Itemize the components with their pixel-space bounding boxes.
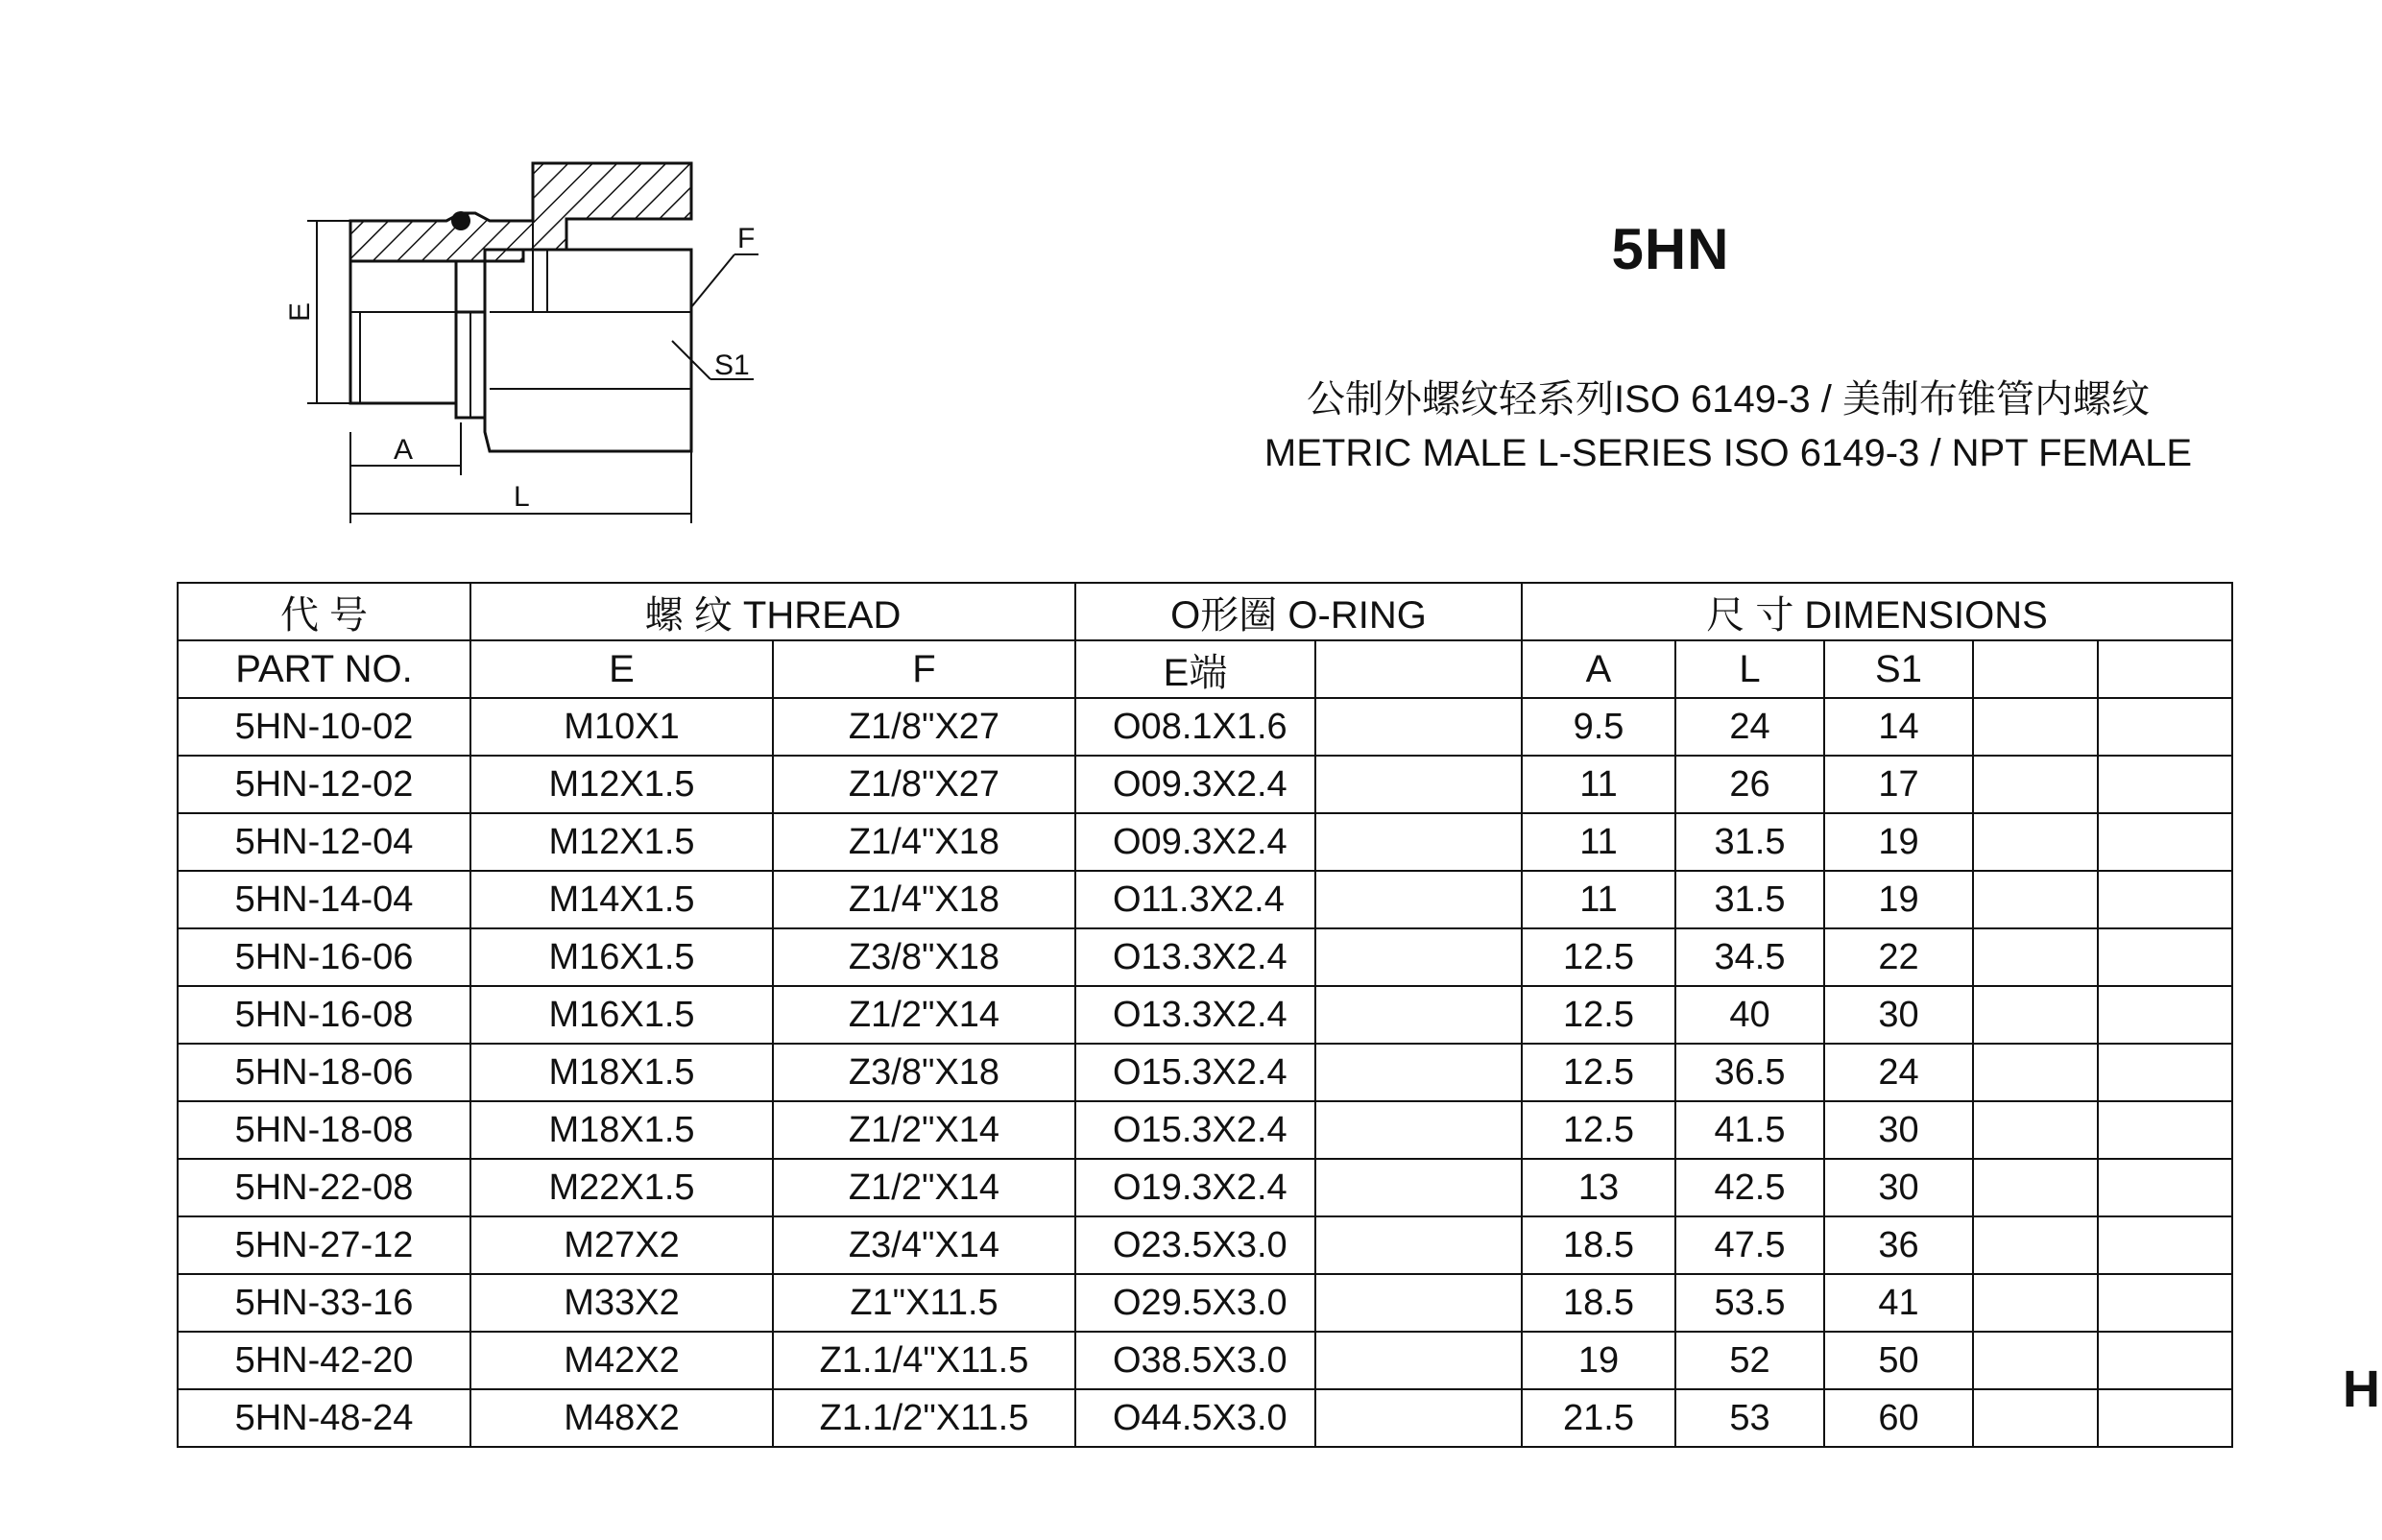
cell-s1: 24	[1824, 1044, 1973, 1101]
cell-s1: 17	[1824, 756, 1973, 813]
header-s1: S1	[1824, 640, 1973, 698]
cell-e: M22X1.5	[470, 1159, 773, 1216]
cell-oring: O44.5X3.0	[1075, 1389, 1315, 1447]
cell-f: Z1/2"X14	[773, 986, 1075, 1044]
cell-empty	[1973, 986, 2098, 1044]
header-l: L	[1675, 640, 1824, 698]
label-l: L	[514, 481, 530, 513]
cell-empty	[1973, 1044, 2098, 1101]
header-e: E	[470, 640, 773, 698]
header-part-cn: 代 号	[178, 583, 470, 640]
cell-empty	[1973, 928, 2098, 986]
cell-oring: O15.3X2.4	[1075, 1101, 1315, 1159]
cell-f: Z1.1/4"X11.5	[773, 1332, 1075, 1389]
cell-empty	[1315, 813, 1522, 871]
cell-oring: O08.1X1.6	[1075, 698, 1315, 756]
cell-a: 21.5	[1522, 1389, 1675, 1447]
cell-empty	[1315, 756, 1522, 813]
cell-l: 34.5	[1675, 928, 1824, 986]
label-f: F	[737, 223, 756, 254]
cell-part: 5HN-22-08	[178, 1159, 470, 1216]
cell-e: M16X1.5	[470, 986, 773, 1044]
cell-empty	[2098, 756, 2232, 813]
cell-empty	[1315, 1389, 1522, 1447]
cell-empty	[1973, 756, 2098, 813]
cell-a: 11	[1522, 756, 1675, 813]
cell-empty	[1973, 813, 2098, 871]
label-s1: S1	[714, 349, 750, 381]
header-part-no: PART NO.	[178, 640, 470, 698]
cell-part: 5HN-12-02	[178, 756, 470, 813]
cell-s1: 30	[1824, 986, 1973, 1044]
cell-a: 12.5	[1522, 1044, 1675, 1101]
label-e: E	[284, 301, 316, 322]
model-code: 5HN	[1611, 217, 1730, 281]
cell-s1: 36	[1824, 1216, 1973, 1274]
cell-e: M10X1	[470, 698, 773, 756]
side-letter: H	[2343, 1360, 2380, 1418]
table-row	[178, 1044, 2232, 1101]
cell-part: 5HN-18-08	[178, 1101, 470, 1159]
cell-part: 5HN-14-04	[178, 871, 470, 928]
cell-l: 53.5	[1675, 1274, 1824, 1332]
cell-empty	[2098, 1216, 2232, 1274]
cell-oring: O13.3X2.4	[1075, 928, 1315, 986]
table-row	[178, 698, 2232, 756]
cell-a: 12.5	[1522, 1101, 1675, 1159]
cell-empty	[1315, 1274, 1522, 1332]
cell-oring: O13.3X2.4	[1075, 986, 1315, 1044]
cell-a: 12.5	[1522, 986, 1675, 1044]
table-row	[178, 756, 2232, 813]
cell-f: Z1/8"X27	[773, 756, 1075, 813]
cell-f: Z1/2"X14	[773, 1159, 1075, 1216]
cell-empty	[1973, 1216, 2098, 1274]
cell-empty	[1315, 928, 1522, 986]
subtitle-chinese: 公制外螺纹轻系列ISO 6149-3 / 美制布锥管内螺纹	[1307, 378, 2150, 421]
cell-empty	[1315, 1216, 1522, 1274]
table-row	[178, 1101, 2232, 1159]
cell-empty	[1973, 871, 2098, 928]
cell-l: 26	[1675, 756, 1824, 813]
fitting-drawing	[269, 144, 787, 547]
cell-l: 52	[1675, 1332, 1824, 1389]
cell-a: 12.5	[1522, 928, 1675, 986]
sub-header-row	[178, 640, 2232, 698]
cell-s1: 22	[1824, 928, 1973, 986]
cell-empty	[2098, 1101, 2232, 1159]
cell-empty	[1315, 1332, 1522, 1389]
cell-oring: O15.3X2.4	[1075, 1044, 1315, 1101]
cell-empty	[2098, 1389, 2232, 1447]
table-row	[178, 928, 2232, 986]
cell-empty	[2098, 871, 2232, 928]
cell-l: 31.5	[1675, 871, 1824, 928]
specification-table	[177, 582, 2233, 1448]
header-oring: O形圈 O-RING	[1075, 583, 1522, 640]
cell-part: 5HN-16-08	[178, 986, 470, 1044]
header-thread: 螺 纹 THREAD	[470, 583, 1075, 640]
cell-empty	[2098, 1159, 2232, 1216]
oring-icon	[451, 211, 470, 230]
cell-part: 5HN-33-16	[178, 1274, 470, 1332]
cell-empty	[2098, 986, 2232, 1044]
cell-f: Z1.1/2"X11.5	[773, 1389, 1075, 1447]
label-a: A	[394, 434, 414, 466]
hex-body	[485, 250, 691, 451]
cell-empty	[2098, 813, 2232, 871]
cell-empty	[2098, 698, 2232, 756]
cell-s1: 30	[1824, 1101, 1973, 1159]
cell-a: 18.5	[1522, 1274, 1675, 1332]
cell-empty	[1973, 1332, 2098, 1389]
cell-oring: O19.3X2.4	[1075, 1159, 1315, 1216]
header-f: F	[773, 640, 1075, 698]
cell-e: M12X1.5	[470, 813, 773, 871]
cell-a: 11	[1522, 813, 1675, 871]
cell-part: 5HN-18-06	[178, 1044, 470, 1101]
cell-l: 47.5	[1675, 1216, 1824, 1274]
fitting-cut-section	[350, 163, 691, 261]
cell-s1: 50	[1824, 1332, 1973, 1389]
header-empty	[1315, 640, 1522, 698]
cell-empty	[1973, 1274, 2098, 1332]
cell-empty	[1973, 1159, 2098, 1216]
cell-empty	[1315, 1044, 1522, 1101]
cell-part: 5HN-42-20	[178, 1332, 470, 1389]
cell-a: 13	[1522, 1159, 1675, 1216]
cell-e: M48X2	[470, 1389, 773, 1447]
cell-empty	[1973, 1101, 2098, 1159]
cell-empty	[2098, 1044, 2232, 1101]
cell-empty	[1315, 1101, 1522, 1159]
cell-e: M12X1.5	[470, 756, 773, 813]
cell-e: M14X1.5	[470, 871, 773, 928]
cell-f: Z1/8"X27	[773, 698, 1075, 756]
cell-l: 40	[1675, 986, 1824, 1044]
cell-l: 42.5	[1675, 1159, 1824, 1216]
subtitle-english: METRIC MALE L-SERIES ISO 6149-3 / NPT FEMALE	[1263, 432, 2193, 474]
cell-oring: O09.3X2.4	[1075, 756, 1315, 813]
cell-e: M42X2	[470, 1332, 773, 1389]
table-row	[178, 1159, 2232, 1216]
cell-oring: O23.5X3.0	[1075, 1216, 1315, 1274]
cell-empty	[1315, 1159, 1522, 1216]
cell-a: 19	[1522, 1332, 1675, 1389]
cell-l: 41.5	[1675, 1101, 1824, 1159]
header-e-end: E端	[1075, 640, 1315, 698]
cell-e: M33X2	[470, 1274, 773, 1332]
table-row	[178, 1274, 2232, 1332]
cell-s1: 19	[1824, 871, 1973, 928]
cell-s1: 19	[1824, 813, 1973, 871]
cell-f: Z1"X11.5	[773, 1274, 1075, 1332]
table-row	[178, 871, 2232, 928]
cell-f: Z3/8"X18	[773, 1044, 1075, 1101]
cell-f: Z1/4"X18	[773, 871, 1075, 928]
cell-oring: O09.3X2.4	[1075, 813, 1315, 871]
cell-empty	[1315, 986, 1522, 1044]
table-row	[178, 1216, 2232, 1274]
cell-e: M27X2	[470, 1216, 773, 1274]
cell-empty	[1315, 871, 1522, 928]
cell-empty	[1973, 698, 2098, 756]
table-row	[178, 986, 2232, 1044]
cell-part: 5HN-12-04	[178, 813, 470, 871]
cell-l: 24	[1675, 698, 1824, 756]
cell-s1: 30	[1824, 1159, 1973, 1216]
male-thread-body	[350, 261, 456, 403]
cell-e: M18X1.5	[470, 1044, 773, 1101]
cell-part: 5HN-48-24	[178, 1389, 470, 1447]
cell-a: 11	[1522, 871, 1675, 928]
cell-s1: 60	[1824, 1389, 1973, 1447]
cell-oring: O38.5X3.0	[1075, 1332, 1315, 1389]
cell-part: 5HN-16-06	[178, 928, 470, 986]
table-row	[178, 1332, 2232, 1389]
header-a: A	[1522, 640, 1675, 698]
header-dimensions: 尺 寸 DIMENSIONS	[1522, 583, 2232, 640]
cell-s1: 41	[1824, 1274, 1973, 1332]
cell-empty	[2098, 1274, 2232, 1332]
header-empty	[2098, 640, 2232, 698]
cell-l: 36.5	[1675, 1044, 1824, 1101]
cell-s1: 14	[1824, 698, 1973, 756]
cell-e: M18X1.5	[470, 1101, 773, 1159]
cell-part: 5HN-10-02	[178, 698, 470, 756]
cell-empty	[1315, 698, 1522, 756]
group-header-row	[178, 583, 2232, 640]
cell-l: 31.5	[1675, 813, 1824, 871]
cell-l: 53	[1675, 1389, 1824, 1447]
cell-part: 5HN-27-12	[178, 1216, 470, 1274]
cell-oring: O29.5X3.0	[1075, 1274, 1315, 1332]
cell-f: Z1/2"X14	[773, 1101, 1075, 1159]
cell-f: Z3/4"X14	[773, 1216, 1075, 1274]
cell-empty	[2098, 1332, 2232, 1389]
cell-f: Z3/8"X18	[773, 928, 1075, 986]
cell-a: 18.5	[1522, 1216, 1675, 1274]
cell-e: M16X1.5	[470, 928, 773, 986]
table-row	[178, 1389, 2232, 1447]
table-row	[178, 813, 2232, 871]
cell-oring: O11.3X2.4	[1075, 871, 1315, 928]
cell-empty	[1973, 1389, 2098, 1447]
header-empty	[1973, 640, 2098, 698]
cell-a: 9.5	[1522, 698, 1675, 756]
cell-empty	[2098, 928, 2232, 986]
cell-f: Z1/4"X18	[773, 813, 1075, 871]
